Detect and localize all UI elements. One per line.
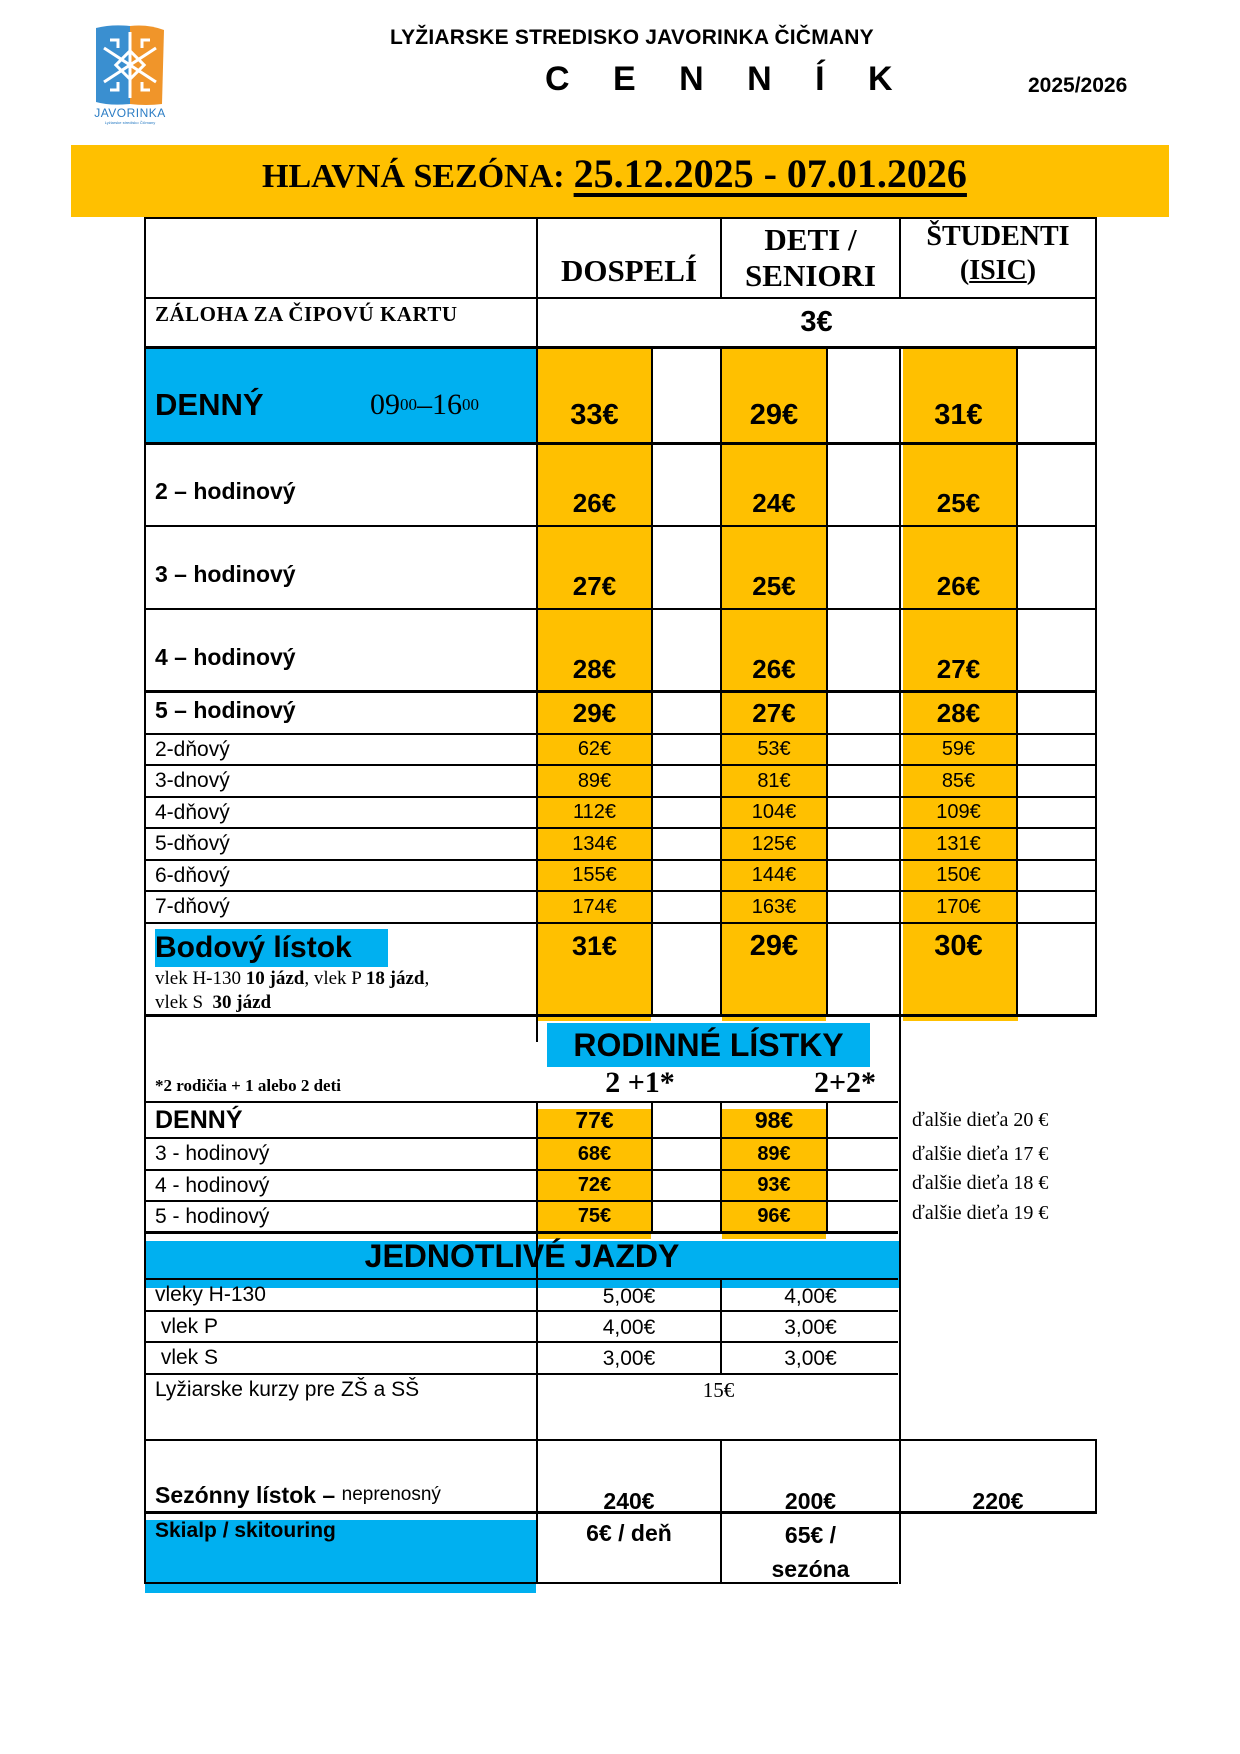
multiday-price-students: 150€ (936, 864, 981, 886)
column-header-students-line1: ŠTUDENTI (926, 221, 1070, 252)
points-desc-line2 (155, 991, 429, 1015)
points-price-students: 30€ (934, 929, 983, 962)
multiday-row-label: 2-dňový (155, 737, 230, 761)
family-row-label: 5 - hodinový (155, 1204, 270, 1228)
column-header-students (901, 218, 1095, 290)
multiday-price-students: 109€ (936, 801, 981, 823)
table-border (144, 525, 1097, 527)
table-border (651, 1101, 653, 1232)
points-desc-lift-h130: vlek H-130 (155, 968, 246, 989)
hourly-price-children: 25€ (752, 570, 796, 601)
daily-hours (370, 385, 479, 425)
table-border (651, 346, 653, 1016)
points-desc-s-rides: 30 jázd (212, 992, 272, 1013)
family-tickets-title: RODINNÉ LÍSTKY (573, 1026, 844, 1063)
multiday-price-adults: 62€ (577, 738, 612, 760)
family-row-label: DENNÝ (155, 1105, 243, 1134)
family-row-label: 4 - hodinový (155, 1173, 270, 1197)
multiday-price-adults: 174€ (572, 895, 617, 918)
table-border (1016, 346, 1018, 1016)
multiday-price-students: 131€ (936, 832, 981, 855)
logo-subtext: Lyžiarske stredisko Čičmany (104, 120, 156, 125)
daily-time-separator: – (417, 388, 432, 421)
daily-time-to-minutes: 00 (462, 395, 479, 414)
table-border (144, 217, 146, 1584)
multiday-price-adults: 155€ (572, 864, 617, 886)
single-rides-title: JEDNOTLIVÉ JAZDY (364, 1237, 680, 1274)
daily-price-students: 31€ (934, 398, 983, 431)
hourly-price-students: 28€ (936, 697, 981, 728)
points-desc-p-rides: 18 jázd (365, 968, 425, 989)
table-border (144, 922, 1097, 924)
season-pass-separator: – (316, 1481, 342, 1508)
family-price-col2: 89€ (757, 1142, 791, 1165)
multiday-price-students: 170€ (936, 895, 981, 918)
logo-text: JAVORINKA (94, 106, 166, 120)
points-ticket-label: Bodový lístok (155, 931, 352, 964)
hourly-row-label: 2 – hodinový (155, 477, 296, 504)
family-extra-child-price: ďalšie dieťa 20 € (912, 1108, 1049, 1131)
skialp-label: Skialp / skitouring (155, 1519, 336, 1542)
daily-price-children: 29€ (749, 398, 799, 431)
season-pass-price-students: 220€ (972, 1487, 1024, 1514)
family-price-col1: 75€ (577, 1205, 612, 1227)
family-price-col2: 93€ (757, 1174, 791, 1196)
points-ticket-description (155, 967, 429, 1015)
ski-courses-label: Lyžiarske kurzy pre ZŠ a SŠ (155, 1378, 420, 1401)
points-desc-line1 (155, 967, 429, 991)
main-season-dates: 25.12.2025 - 07.01.2026 (573, 151, 967, 196)
skialp-price-season (722, 1518, 899, 1586)
hourly-row-label: 4 – hodinový (155, 643, 296, 670)
season-pass-title: Sezónny lístok (155, 1481, 317, 1508)
multiday-price-adults: 89€ (577, 769, 612, 792)
season-year: 2025/2026 (1028, 74, 1128, 97)
family-extra-child-price: ďalšie dieťa 19 € (912, 1201, 1049, 1224)
hourly-price-adults: 29€ (572, 697, 617, 728)
multiday-price-children: 104€ (751, 801, 797, 823)
ski-courses-price: 15€ (702, 1377, 735, 1402)
points-desc-lift-s: vlek S (155, 992, 213, 1013)
multiday-row-label: 6-dňový (155, 863, 230, 887)
points-desc-h130-rides: 10 jázd (245, 968, 305, 989)
multiday-price-adults: 134€ (572, 832, 617, 855)
family-price-col2: 96€ (757, 1205, 791, 1227)
daily-time-to: 16 (432, 388, 462, 421)
hourly-price-adults: 28€ (572, 653, 617, 684)
multiday-price-children: 53€ (757, 738, 791, 760)
hourly-row-label: 3 – hodinový (155, 560, 296, 587)
family-extra-child-price: ďalšie dieťa 18 € (912, 1171, 1049, 1194)
multiday-price-children: 125€ (751, 832, 797, 855)
hourly-price-adults: 26€ (572, 487, 617, 518)
single-ride-price-children: 3,00€ (784, 1347, 837, 1370)
skialp-season-line2: sezóna (771, 1556, 850, 1582)
daily-time-from-minutes: 00 (400, 395, 417, 414)
family-col2-header: 2+2* (813, 1066, 877, 1099)
hourly-price-children: 27€ (752, 697, 796, 728)
daily-time-from: 09 (370, 388, 400, 421)
deposit-label: ZÁLOHA ZA ČIPOVÚ KARTU (155, 301, 458, 326)
family-extra-child-price: ďalšie dieťa 17 € (912, 1142, 1049, 1165)
hourly-price-adults: 27€ (572, 570, 617, 601)
single-ride-label: vleky H-130 (155, 1283, 266, 1306)
deposit-value: 3€ (800, 305, 833, 338)
table-border (144, 442, 1097, 445)
single-ride-price-children: 4,00€ (784, 1285, 837, 1308)
family-price-col1: 68€ (577, 1142, 612, 1165)
table-border (826, 346, 828, 1016)
single-ride-price-adults: 5,00€ (602, 1285, 656, 1308)
hourly-price-students: 27€ (936, 653, 981, 684)
season-pass-note: neprenosný (341, 1484, 441, 1505)
season-pass-price-children: 200€ (784, 1487, 837, 1514)
single-ride-label: vlek S (155, 1346, 219, 1369)
hourly-row-label: 5 – hodinový (155, 696, 296, 723)
multiday-price-adults: 112€ (572, 801, 616, 823)
table-border (1095, 1439, 1097, 1513)
multiday-price-students: 59€ (941, 738, 976, 760)
multiday-row-label: 3-dnový (155, 769, 230, 792)
daily-price-adults: 33€ (570, 398, 619, 431)
column-header-children (722, 222, 899, 294)
table-border (1095, 217, 1097, 348)
season-pass-label (155, 1479, 441, 1511)
family-col1-header: 2 +1* (605, 1066, 675, 1099)
paren-open: ( (959, 255, 970, 286)
isic-label: ISIC (969, 255, 1027, 286)
family-row-label: 3 - hodinový (155, 1142, 270, 1165)
single-ride-price-adults: 3,00€ (602, 1347, 656, 1370)
hourly-price-students: 26€ (936, 570, 981, 601)
multiday-price-children: 81€ (757, 769, 791, 792)
resort-name: LYŽIARSKE STREDISKO JAVORINKA ČIČMANY (390, 26, 874, 49)
column-header-children-line2: SENIORI (745, 258, 876, 293)
hourly-price-children: 24€ (752, 487, 796, 518)
table-border (1095, 346, 1097, 1016)
family-note: *2 rodičia + 1 alebo 2 deti (155, 1076, 341, 1095)
multiday-row-label: 5-dňový (155, 832, 230, 855)
price-list-title: C E N N Í K (545, 60, 910, 98)
table-border (826, 1101, 828, 1232)
column-header-children-line1: DETI / (764, 222, 857, 257)
multiday-price-students: 85€ (941, 769, 976, 792)
multiday-row-label: 4-dňový (155, 800, 230, 824)
single-ride-label: vlek P (155, 1314, 219, 1338)
main-season-label: HLAVNÁ SEZÓNA: (262, 158, 565, 195)
table-border (144, 608, 1097, 610)
column-header-students-line2 (960, 254, 1036, 288)
points-price-children: 29€ (749, 929, 799, 962)
family-price-col1: 77€ (575, 1106, 614, 1133)
points-desc-comma: , (424, 968, 430, 989)
single-ride-price-adults: 4,00€ (602, 1316, 656, 1339)
daily-label: DENNÝ (155, 387, 264, 422)
family-price-col1: 72€ (577, 1174, 612, 1196)
hourly-price-children: 26€ (752, 653, 796, 684)
family-price-col2: 98€ (754, 1106, 794, 1133)
points-price-adults: 31€ (571, 930, 618, 961)
hourly-price-students: 25€ (936, 487, 981, 518)
multiday-price-children: 144€ (751, 864, 797, 886)
paren-close: ) (1026, 255, 1037, 286)
multiday-price-children: 163€ (751, 895, 797, 918)
skialp-price-day: 6€ / deň (586, 1519, 672, 1546)
table-border (144, 346, 1097, 349)
multiday-row-label: 7-dňový (155, 895, 230, 918)
single-ride-price-children: 3,00€ (784, 1316, 837, 1339)
points-desc-lift-p: , vlek P (304, 968, 366, 989)
season-pass-price-adults: 240€ (603, 1487, 655, 1514)
skialp-season-line1: 65€ / (784, 1522, 837, 1548)
table-border (144, 1439, 1097, 1441)
column-header-adults: DOSPELÍ (560, 253, 698, 288)
